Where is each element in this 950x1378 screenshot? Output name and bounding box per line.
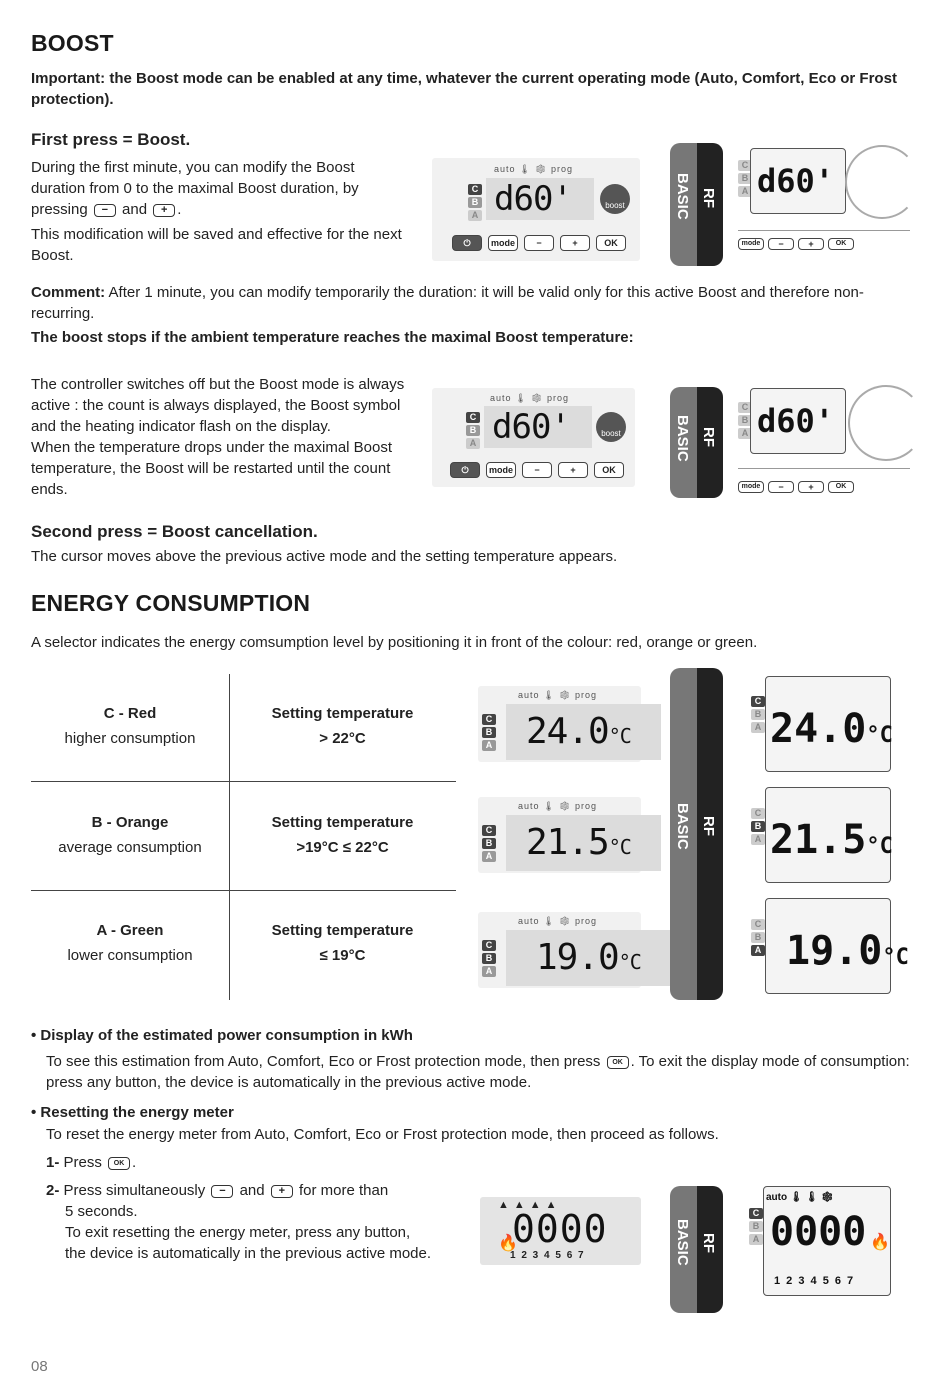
level-c-consumption: higher consumption	[64, 730, 196, 747]
comment-text: After 1 minute, you can modify temporarily the duration: it will be valid only for this active Boost and therefore non-recurring.	[31, 284, 864, 322]
power-button[interactable]: ⏻	[452, 235, 482, 251]
display-consumption-title: • Display of the estimated power consumption in kWh	[31, 1027, 413, 1044]
rf-dial-2	[848, 385, 924, 461]
boost-basic-controller-2: auto 🌡 ❄ prog C B A d60' boost ⏻ mode − + OK	[432, 388, 635, 487]
level-b-consumption: average consumption	[58, 839, 202, 856]
boost-stops-text: The boost stops if the ambient temperature reaches the maximal Boost temperature:	[31, 329, 634, 346]
basic-rf-tab-3: BASIC RF	[670, 668, 723, 1000]
page-number: 08	[31, 1358, 48, 1375]
and-text: and	[122, 201, 148, 218]
level-indicator: C B A	[468, 184, 484, 223]
level-b-label: B - Orange	[91, 814, 169, 831]
second-press-text: The cursor moves above the previous active mode and the setting temperature appears.	[31, 548, 618, 565]
reset-step-2: 2- Press simultaneously − and + for more than	[46, 1182, 389, 1199]
table-row	[31, 701, 229, 751]
energy-basic-display-b: auto 🌡 ❄ prog C B A 21.5°C	[478, 797, 641, 873]
boost-lcd-display: d60'	[486, 178, 594, 220]
first-press-title: First press = Boost.	[31, 130, 191, 149]
basic-rf-tab-1: BASIC RF	[670, 143, 723, 266]
rf-dial-1	[845, 145, 919, 219]
plus-key-icon: +	[153, 204, 175, 217]
minus-button[interactable]: −	[524, 235, 554, 251]
reset-step-1: 1- Press OK .	[46, 1154, 137, 1171]
table-row: Setting temperature > 22°C	[271, 705, 414, 747]
display-consumption-text: To see this estimation from Auto, Comfort, Eco or Frost protection mode, then press OK . To exit the display mode of consumption: press any button, the device is automatically in the previous active mode.	[46, 1053, 910, 1091]
table-row: Setting temperature >19°C ≤ 22°C	[271, 814, 414, 856]
plus-key-icon: +	[271, 1185, 293, 1198]
controller-button-row	[452, 235, 626, 251]
flame-icon: 🔥	[498, 1235, 518, 1252]
energy-basic-display-c: auto 🌡 ❄ prog C B A 24.0°C	[478, 686, 641, 762]
rf-boost-display-2: d60'	[750, 388, 846, 454]
reset-meter-text: To reset the energy meter from Auto, Comfort, Eco or Frost protection mode, then proceed as follows.	[46, 1126, 719, 1143]
meter-value: 0000	[512, 1207, 608, 1251]
ok-key-icon: OK	[607, 1056, 629, 1069]
level-a-label: A - Green	[96, 922, 164, 939]
boost-basic-controller-1	[432, 158, 640, 261]
level-c-label: C - Red	[103, 705, 157, 722]
energy-rf-display-b: 21.5°C	[765, 787, 891, 883]
table-row	[31, 918, 229, 968]
lcd-top-icons: auto 🌡 ❄ prog	[494, 164, 573, 174]
mode-button[interactable]: mode	[488, 235, 518, 251]
first-press-saved-text: This modification will be saved and effective for the next Boost.	[31, 226, 402, 264]
rf-button-row-1: mode − + OK	[738, 238, 854, 250]
meter-rf-display: auto 🌡 🌡 ❄ 0000 🔥 1 2 3 4 5 6 7	[763, 1186, 891, 1296]
controller-switches-text: The controller switches off but the Boost mode is always active : the count is always displayed, the Boost symbol and the heating indicator flash on the display.	[31, 376, 405, 435]
energy-rf-display-a: 19.0°C	[765, 898, 891, 994]
first-press-paragraph: During the first minute, you can modify the Boost duration from 0 to the maximal Boost duration, by pressing − and + .	[31, 159, 359, 218]
second-press-title: Second press = Boost cancellation.	[31, 522, 318, 541]
comment-label: Comment:	[31, 284, 106, 301]
meter-basic-display	[480, 1197, 641, 1265]
day-numbers: 1 2 3 4 5 6 7	[510, 1250, 584, 1261]
ok-button[interactable]: OK	[596, 235, 626, 251]
boost-lcd-display-2: d60'	[484, 406, 592, 448]
boost-restart-text: When the temperature drops under the maximal Boost temperature, the Boost will be restarted until the count ends.	[31, 439, 393, 498]
rf-device-divider-1	[738, 230, 910, 231]
energy-intro: A selector indicates the energy comsumption level by positioning it in front of the colour: red, orange or green.	[31, 634, 758, 651]
rf-boost-display-1: d60'	[750, 148, 846, 214]
boost-button[interactable]: boost	[600, 184, 630, 214]
day-markers: ▲▲▲▲	[498, 1199, 562, 1211]
boost-important-note: Important: the Boost mode can be enabled at any time, whatever the current operating mode (Auto, Comfort, Eco or Frost protection).	[31, 70, 897, 108]
energy-rf-display-c: 24.0°C	[765, 676, 891, 772]
energy-basic-display-a: auto 🌡 ❄ prog C B A 19.0°C	[478, 912, 641, 988]
level-a-consumption: lower consumption	[67, 947, 193, 964]
table-divider-1	[31, 781, 456, 782]
basic-rf-tab-2: BASIC RF	[670, 387, 723, 498]
table-row	[31, 810, 229, 860]
first-press-text: During the first minute, you can modify the Boost duration from 0 to the maximal Boost duration, by pressing	[31, 159, 359, 218]
meter-rf-value: 0000	[770, 1209, 867, 1255]
plus-button[interactable]: +	[560, 235, 590, 251]
reset-meter-title: • Resetting the energy meter	[31, 1104, 234, 1121]
table-row: Setting temperature ≤ 19°C	[271, 922, 414, 964]
minus-key-icon: −	[94, 204, 116, 217]
minus-key-icon: −	[211, 1185, 233, 1198]
table-divider-2	[31, 890, 456, 891]
boost-title: BOOST	[31, 30, 114, 56]
basic-rf-tab-4: BASIC RF	[670, 1186, 723, 1313]
comment-paragraph	[31, 282, 911, 324]
ok-key-icon: OK	[108, 1157, 130, 1170]
energy-title: ENERGY CONSUMPTION	[31, 590, 311, 616]
flame-icon: 🔥	[870, 1232, 890, 1251]
rf-level-indicator-1: C B A	[738, 160, 754, 199]
boost-button-2[interactable]: boost	[596, 412, 626, 442]
